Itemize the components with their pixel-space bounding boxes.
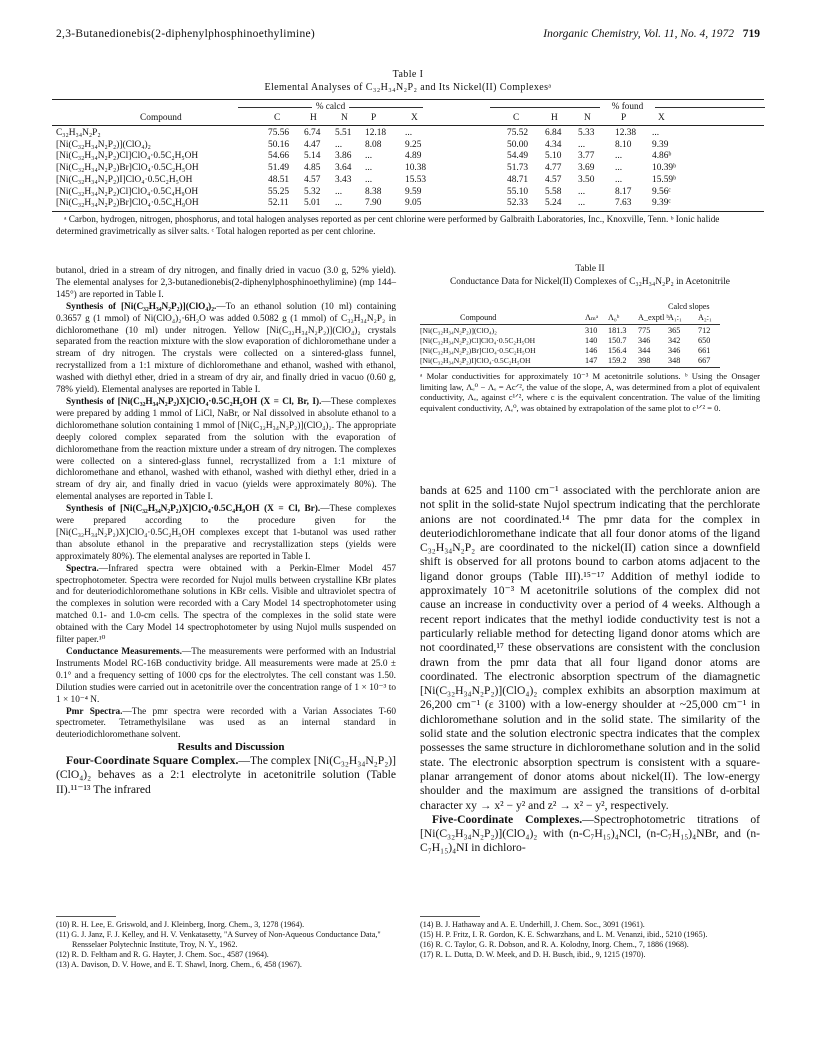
- table-cell: 712: [698, 326, 711, 335]
- table-row: [0, 151, 816, 162]
- table2-header-rule: [420, 324, 720, 325]
- table-cell: 3.86: [335, 151, 352, 162]
- table-cell: 146: [585, 346, 598, 355]
- table-cell: 650: [698, 336, 711, 345]
- table-cell: ...: [405, 128, 413, 138]
- table-cell: [Ni(C₃₂H₃₄N₂P₂)I]ClO₄·0.5C₂H₅OH: [420, 356, 531, 365]
- table-cell: 5.14: [304, 151, 321, 162]
- table-cell: 3.43: [335, 174, 352, 185]
- paragraph-heading: Synthesis of [Ni(C₃₂H₃₄N₂P₂)X]ClO₄·0.5C₂H₅OH (X = Cl, Br, I).: [66, 396, 322, 407]
- table-cell: 342: [668, 336, 681, 345]
- table-row: [0, 163, 816, 174]
- table1-top-rule: [52, 99, 764, 100]
- table-cell: 9.59: [405, 186, 422, 197]
- table-cell: 50.16: [268, 139, 290, 150]
- table-cell: ...: [615, 174, 623, 185]
- table-cell: [Ni(C₃₂H₃₄N₂P₂)Cl]ClO₄·0.5C₄H₉OH: [56, 186, 199, 197]
- table-cell: 50.00: [507, 139, 529, 150]
- table-cell: 48.71: [507, 174, 529, 185]
- table-row: [420, 336, 760, 346]
- table-cell: 9.05: [405, 198, 422, 209]
- table-cell: [Ni(C₃₂H₃₄N₂P₂)Cl]ClO₄·0.5C₂H₅OH: [56, 151, 199, 162]
- table-cell: 54.49: [507, 151, 529, 162]
- paragraph: Four-Coordinate Square Complex.—The complex [Ni(C₃₂H₃₄N₂P₂)](ClO₄)₂ behaves as a 2:1 electrolyte in acetonitrile solution (Table II).¹¹⁻¹³ The infrared: [56, 754, 396, 796]
- table1-header-cell: H: [310, 113, 317, 123]
- table-cell: 4.77: [545, 163, 562, 174]
- table-cell: 3.77: [578, 151, 595, 162]
- table2-calcd-slopes-label: Calcd slopes: [668, 302, 710, 311]
- table-cell: 159.2: [608, 356, 627, 365]
- table-cell: 346: [668, 346, 681, 355]
- table-cell: 15.59ᵇ: [652, 174, 676, 185]
- table2-header-cell: A₁:₁: [668, 313, 682, 322]
- table-cell: 52.11: [268, 198, 289, 209]
- table1-header-cell: X: [411, 113, 418, 123]
- paragraph: Pmr Spectra.—The pmr spectra were recorded with a Varian Associates T-60 spectrometer. Tetramethylsilane was used as an internal standard in deuteriodichloromethane solvent.: [56, 706, 396, 741]
- table-cell: 48.51: [268, 174, 290, 185]
- table-cell: ...: [335, 198, 343, 209]
- table-cell: 55.25: [268, 186, 290, 197]
- table-cell: [Ni(C₃₂H₃₄N₂P₂)Br]ClO₄·0.5C₂H₅OH: [56, 163, 199, 174]
- table2-caption: [420, 263, 760, 288]
- table-row: [420, 356, 760, 366]
- table-cell: 54.66: [268, 151, 290, 162]
- table1-header-cell: Compound: [140, 113, 182, 123]
- right-column: [420, 484, 760, 856]
- reference-entry: (15) H. P. Fritz, I. R. Gordon, K. E. Schwarzhans, and L. M. Venanzi, ibid., 5210 (1965).: [420, 930, 708, 940]
- table-cell: 150.7: [608, 336, 627, 345]
- table-cell: 147: [585, 356, 598, 365]
- table-cell: 5.58: [545, 186, 562, 197]
- page-number: 719: [742, 28, 760, 40]
- journal-citation: Inorganic Chemistry, Vol. 11, No. 4, 1972: [543, 28, 734, 40]
- paragraph: butanol, dried in a stream of dry nitrogen, and finally dried in vacuo (3.0 g, 52% yield). The elemental analyses for 2,3-butanedionebis(2-diphenylphosphinoethylimine) (mp 144–145°) are reported in Table I.: [56, 266, 396, 300]
- table2-label: Table II: [575, 264, 605, 274]
- table1-caption: [56, 68, 760, 94]
- table-cell: 9.39ᶜ: [652, 198, 671, 209]
- table1-label: Table I: [392, 69, 424, 80]
- reference-entry: (11) G. J. Janz, F. J. Kelley, and H. V. Venkatasetty, "A Survey of Non-Aqueous Conductance Data," Rensselaer Polytechnic Institute, Troy, N. Y., 1962.: [56, 930, 381, 950]
- table-cell: 156.4: [608, 346, 627, 355]
- reference-entry: (10) R. H. Lee, E. Griswold, and J. Kleinberg, Inorg. Chem., 3, 1278 (1964).: [56, 920, 305, 929]
- table-cell: [Ni(C₃₂H₃₄N₂P₂)](ClO₄)₂: [420, 326, 497, 335]
- table-cell: 4.86ᵇ: [652, 151, 672, 162]
- table-cell: 51.73: [507, 163, 529, 174]
- table-row: [0, 140, 816, 151]
- table-cell: 667: [698, 356, 711, 365]
- table-cell: 55.10: [507, 186, 529, 197]
- table-cell: 344: [638, 346, 651, 355]
- paragraph: Synthesis of [Ni(C₃₂H₃₄N₂P₂)](ClO₄)₂.—To an ethanol solution (10 ml) containing 0.3657 g (1 mmol) of Ni(ClO₄)₂·6H₂O was added 0.5082 g (1 mmol) of C₃₂H₃₄N₂P₂ in dichloromethane (10 ml) under nitrogen. Yellow [Ni(C₃₂H₃₄N₂P₂)](ClO₄)₂ crystals separated from the reaction mixture with the slow evaporation of dichloromethane under a stream of dry nitrogen. The crystals were collected on a sintered-glass funnel, recrystallized from a 1:1 mixture of dichloromethane and ethanol, washed with ethanol, washed with diethyl ether, dried in a stream of dry air, and finally dried in vacuo (0.60 g, 78% yield). Elemental analyses are reported in Table I.: [56, 301, 396, 396]
- table-cell: 75.52: [507, 128, 529, 138]
- table-cell: 4.34: [545, 139, 562, 150]
- table-cell: [Ni(C₃₂H₃₄N₂P₂)Br]ClO₄·0.5C₂H₅OH: [420, 346, 536, 355]
- running-head-title: 2,3-Butanedionebis(2-diphenylphosphinoethylimine): [56, 28, 316, 40]
- table1-header-cell: P: [371, 113, 377, 123]
- footnote-rule: [56, 916, 116, 917]
- table1-header-rule: [52, 125, 764, 126]
- table-cell: 4.89: [405, 151, 422, 162]
- paragraph-heading: Four-Coordinate Square Complex.: [66, 754, 239, 768]
- table-cell: 12.38: [615, 128, 637, 138]
- table-row: [420, 326, 760, 336]
- references-right: [420, 920, 760, 960]
- table-cell: 52.33: [507, 198, 529, 209]
- table-cell: 5.33: [578, 128, 595, 138]
- table-cell: 5.51: [335, 128, 352, 138]
- table-cell: ...: [615, 163, 623, 174]
- paragraph-heading: Pmr Spectra.: [66, 706, 123, 717]
- table-cell: 8.08: [365, 139, 382, 150]
- reference-entry: (12) R. D. Feltham and R. G. Hayter, J. Chem. Soc., 4587 (1964).: [56, 950, 269, 960]
- table-cell: 5.10: [545, 151, 562, 162]
- table-cell: 661: [698, 346, 711, 355]
- table-cell: ...: [365, 151, 373, 162]
- reference-entry: (17) R. L. Dutta, D. W. Meek, and D. H. Busch, ibid., 9, 1215 (1970).: [420, 950, 646, 960]
- table-cell: 4.85: [304, 163, 321, 174]
- reference-entry: (16) R. C. Taylor, G. R. Dobson, and R. A. Kolodny, Inorg. Chem., 7, 1886 (1968).: [420, 940, 689, 950]
- table-cell: 10.39ᵇ: [652, 163, 676, 174]
- reference-entry: (14) B. J. Hathaway and A. E. Underhill, J. Chem. Soc., 3091 (1961).: [420, 920, 645, 929]
- table-cell: 3.64: [335, 163, 352, 174]
- table-cell: 398: [638, 356, 651, 365]
- table-cell: 9.56ᶜ: [652, 186, 671, 197]
- table-cell: 15.53: [405, 174, 427, 185]
- section-heading: Results and Discussion: [177, 741, 285, 754]
- table-cell: ...: [365, 174, 373, 185]
- paragraph-heading: Conductance Measurements.: [66, 647, 182, 657]
- table-cell: 8.10: [615, 139, 632, 150]
- table-cell: 8.38: [365, 186, 382, 197]
- table-cell: 140: [585, 336, 598, 345]
- paragraph: Spectra.—Infrared spectra were obtained with a Perkin-Elmer Model 457 spectrophotometer. Spectra were recorded for Nujol mulls between crystalline KBr plates and for deuteriodichloromethane solutions in KBr cells. Visible and ultraviolet spectra of the complexes in solution were recorded with a Cary Model 14 spectrophotometer using matched 0.1- and 1.0-cm cells. The spectra of the complexes in the solid state were obtained with the Cary Model 14 spectrophotometer by using Nujol mulls suspended on filter paper.¹⁰: [56, 563, 396, 646]
- table-cell: 5.01: [304, 198, 321, 209]
- table-cell: 6.74: [304, 128, 321, 138]
- table2-header-cell: A₂:₁: [698, 313, 712, 322]
- table-cell: 346: [638, 336, 651, 345]
- table-row: [0, 198, 816, 209]
- table-cell: [Ni(C₃₂H₃₄N₂P₂)Cl]ClO₄·0.5C₂H₅OH: [420, 336, 536, 345]
- table-cell: [Ni(C₃₂H₃₄N₂P₂)Br]ClO₄·0.5C₄H₉OH: [56, 198, 199, 209]
- table1-header-cell: H: [551, 113, 558, 123]
- paragraph-heading: Synthesis of [Ni(C₃₂H₃₄N₂P₂)X]ClO₄·0.5C₄H₉OH (X = Cl, Br).: [66, 504, 321, 515]
- table1-header-cell: C: [513, 113, 520, 123]
- table1-group-calcd: % calcd: [238, 101, 423, 111]
- table-cell: 5.32: [304, 186, 321, 197]
- references-left: [56, 920, 396, 970]
- table-cell: ...: [365, 163, 373, 174]
- table-cell: 181.3: [608, 326, 627, 335]
- table-cell: 8.17: [615, 186, 632, 197]
- table-cell: 348: [668, 356, 681, 365]
- table-cell: C₃₂H₃₄N₂P₂: [56, 128, 101, 138]
- table1-header-cell: C: [274, 113, 281, 123]
- table1-bottom-rule: [52, 211, 764, 212]
- footnote-rule: [420, 916, 480, 917]
- table-row: [420, 346, 760, 356]
- table-cell: ...: [335, 186, 343, 197]
- reference-entry: (13) A. Davison, D. V. Howe, and E. T. Shawl, Inorg. Chem., 6, 458 (1967).: [56, 960, 302, 970]
- table-cell: ...: [578, 198, 586, 209]
- table2-header-cell: Λ₀ᵇ: [608, 313, 620, 322]
- table2-header-row: [420, 313, 760, 323]
- table-cell: 7.63: [615, 198, 632, 209]
- table1-header-cell: N: [584, 113, 591, 123]
- table1-header-row: [0, 113, 816, 125]
- table-cell: 51.49: [268, 163, 290, 174]
- table-cell: [Ni(C₃₂H₃₄N₂P₂)](ClO₄)₂: [56, 139, 151, 150]
- table1-header-cell: X: [658, 113, 665, 123]
- paragraph: Synthesis of [Ni(C₃₂H₃₄N₂P₂)X]ClO₄·0.5C₄H₉OH (X = Cl, Br).—These complexes were prepared according to the procedure given for the [Ni(C₃₂H₃₄N₂P₂)X]ClO₄·0.5C₂H₅OH complexes except that 1-butanol was used rather than absolute ethanol in the preparative and recrystallization steps (yields were approximately 80%). The elemental analyses are reported in Table I.: [56, 504, 397, 562]
- table1-header-cell: P: [621, 113, 627, 123]
- table-cell: 6.84: [545, 128, 562, 138]
- table-cell: 75.56: [268, 128, 290, 138]
- table2-bottom-rule: [420, 367, 720, 368]
- table1-header-cell: N: [341, 113, 348, 123]
- table2-title: Conductance Data for Nickel(II) Complexes of C₃₂H₃₄N₂P₂ in Acetonitrile: [450, 276, 730, 287]
- table-cell: 4.57: [545, 174, 562, 185]
- table-cell: ...: [578, 186, 586, 197]
- table2-header-cell: Λₘᵃ: [585, 313, 599, 322]
- table-cell: 775: [638, 326, 651, 335]
- paragraph: Synthesis of [Ni(C₃₂H₃₄N₂P₂)X]ClO₄·0.5C₂H₅OH (X = Cl, Br, I).—These complexes were prepared by adding 1 mmol of LiCl, NaBr, or NaI dissolved in absolute ethanol to a dichloromethane solution containing 1 mmol of [Ni(C₃₂H₃₄N₂P₂)](ClO₄)₂. The appropriate deeply colored complex separated from the solution with the evaporation of dichloromethane from the reaction mixture under a stream of dry nitrogen. The complexes were collected on a sintered-glass funnel, recrystallized from a 1:1 mixture of dichloromethane and ethanol, washed with ethanol, washed with diethyl ether, dried in a stream of dry air, and finally dried in vacuo (yields were approximately 80%). The elemental analyses are reported in Table I.: [56, 396, 397, 503]
- table-cell: 4.47: [304, 139, 321, 150]
- paragraph: Conductance Measurements.—The measurements were performed with an Industrial Instruments Model RC-16B conductivity bridge. All measurements were made at 25.0 ± 0.1° and a frequency setting of 1000 cps for the electrolytes. The cell constant was 1.50. Dilution studies were carried out in acetonitrile over the concentration range of 1 × 10⁻³ to 1 × 10⁻⁴ N.: [56, 647, 397, 705]
- table-cell: ...: [335, 139, 343, 150]
- table-cell: 310: [585, 326, 598, 335]
- table1-footnote: ᵃ Carbon, hydrogen, nitrogen, phosphorus, and total halogen analyses reported as per cent chlorine were performed by Galbraith Laboratories, Inc., Knoxville, Tenn. ᵇ Ionic halide determined gravimetrically as silver salts. ᶜ Total halogen reported as per cent chlorine.: [56, 214, 720, 236]
- running-head: [56, 28, 760, 46]
- table2-header-cell: Compound: [460, 313, 497, 322]
- table-cell: ...: [652, 128, 660, 138]
- table-cell: 9.39: [652, 139, 669, 150]
- table-cell: 9.25: [405, 139, 422, 150]
- table-row: [0, 128, 816, 139]
- paragraph-heading: Five-Coordinate Complexes.: [432, 812, 583, 826]
- paragraph-heading: Spectra.: [66, 563, 99, 574]
- table1-title: Elemental Analyses of C₃₂H₃₄N₂P₂ and Its Nickel(II) Complexesᵃ: [264, 82, 552, 93]
- table2-footnote: ᵃ Molar conductivities for approximately 10⁻³ M acetonitrile solutions. ᵇ Using the Onsager limiting law, Λₑ⁰ − Λₑ = Acᐟ², the value of the slope, A, was determined from a plot of equivalent conductivity, Λₑ, against c¹ᐟ², where c is the equivalent concentration. The value of the limiting equivalent conductivity, Λₑ⁰, was obtained by extrapolation of the same plot to c¹ᐟ² = 0.: [420, 371, 760, 413]
- table2-header-cell: A_exptl ᵇ: [638, 313, 669, 322]
- paragraph: bands at 625 and 1100 cm⁻¹ associated with the perchlorate anion are not split in the solid-state Nujol spectrum indicating that the perchlorate anions are not coordinated.¹⁴ The pmr data for the complex in deuteriodichloromethane indicate that all four donor atoms of the ligand C₃₂H₃₄N₂P₂ are coordinated to the nickel(II) cation since a downfield shift is observed for all protons bound to carbon atoms adjacent to the ligand donor groups (Table III).¹⁵⁻¹⁷ Addition of methyl iodide to approximately 10⁻³ M acetonitrile solutions of the complex did not cause an increase in conductivity over a period of 4 weeks. Although a recent report indicates that the methyl iodide conductivity test is not a particularly reliable method for detecting ligand donor atoms which are not coordinated,¹⁷ these observations are consistent with the conclusion drawn from the pmr data that all four ligand donor atoms are coordinated. The electronic absorption spectrum of the diamagnetic [Ni(C₃₂H₃₄N₂P₂)](ClO₄)₂ complex exhibits an absorption maximum at 26,200 cm⁻¹ (ε 3100) with a low-energy shoulder at ~25,000 cm⁻¹ in dichloromethane solution and in the solid state. The similarity of the solid state and the solution electronic spectra indicates that the complex possesses the same structure in dichloromethane solution and in the solid state. The electronic absorption spectrum is consistent with a square-planar arrangement of donor atoms about nickel(II). The low-energy shoulder and the maximum are assigned the transitions of d-orbital character xy → x² − y² and z² → x² − y², respectively.: [420, 484, 760, 812]
- table-cell: 365: [668, 326, 681, 335]
- table-cell: 12.18: [365, 128, 387, 138]
- table-cell: 5.24: [545, 198, 562, 209]
- table-cell: 4.57: [304, 174, 321, 185]
- table-row: [0, 175, 816, 186]
- table-cell: 10.38: [405, 163, 427, 174]
- table-cell: ...: [615, 151, 623, 162]
- paragraph-heading: Synthesis of [Ni(C₃₂H₃₄N₂P₂)](ClO₄)₂.: [66, 301, 217, 312]
- left-column: [56, 266, 396, 797]
- table-cell: 3.69: [578, 163, 595, 174]
- table1-group-found: % found: [490, 101, 765, 111]
- table-cell: 3.50: [578, 174, 595, 185]
- paragraph: Five-Coordinate Complexes.—Spectrophotometric titrations of [Ni(C₃₂H₃₄N₂P₂)](ClO₄)₂ with (n-C₇H₁₅)₄NCl, (n-C₇H₁₅)₄NBr, and (n-C₇H₁₅)₄NI in dichloro-: [420, 812, 760, 855]
- table-cell: 7.90: [365, 198, 382, 209]
- table-row: [0, 187, 816, 198]
- table-cell: [Ni(C₃₂H₃₄N₂P₂)I]ClO₄·0.5C₂H₅OH: [56, 174, 193, 185]
- table-cell: ...: [578, 139, 586, 150]
